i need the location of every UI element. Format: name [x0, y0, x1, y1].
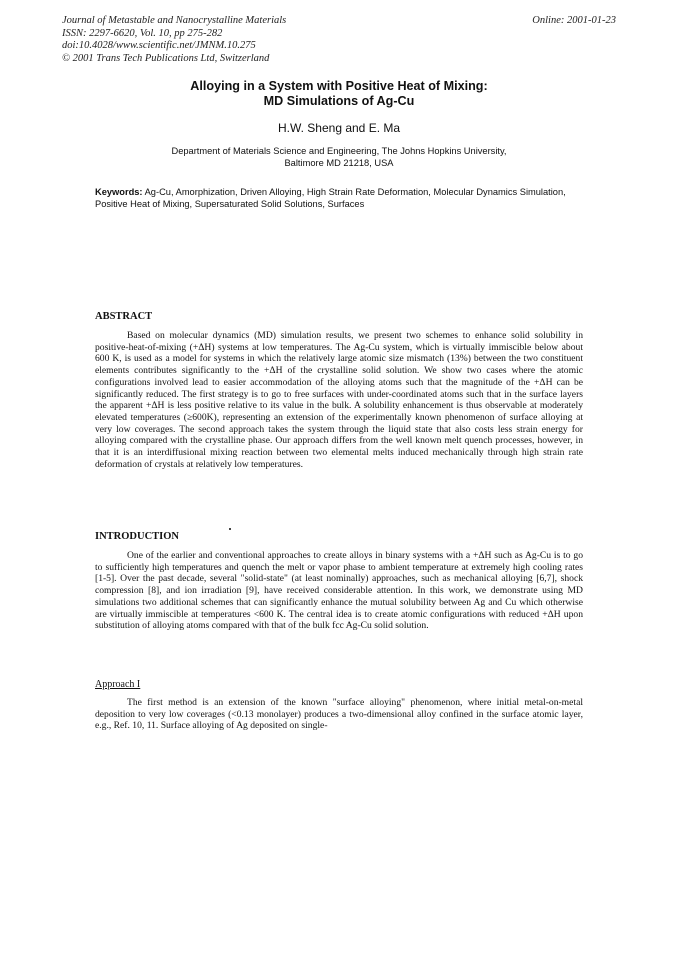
approach-1-heading: Approach I	[95, 679, 141, 690]
affiliation-line-2: Baltimore MD 21218, USA	[284, 157, 394, 168]
approach-1-paragraph: The first method is an extension of the known "surface alloying" phenomenon, where initial metal-on-metal deposition to very low coverages (<0.13 monolayer) produces a two-dimensional alloy confined in the surface atomic layer, e.g., Ref. 10, 11. Surface alloying of Ag deposited on single-	[95, 697, 583, 732]
journal-header	[62, 15, 462, 65]
title-line-2: MD Simulations of Ag-Cu	[263, 94, 415, 108]
journal-doi[interactable]: doi:10.4028/www.scientific.net/JMNM.10.275	[62, 40, 256, 51]
keywords-text: Ag-Cu, Amorphization, Driven Alloying, High Strain Rate Deformation, Molecular Dynamics Simulation, Positive Heat of Mixing, Supersaturated Solid Solutions, Surfaces	[95, 187, 566, 209]
title-line-1: Alloying in a System with Positive Heat of Mixing:	[190, 79, 488, 93]
affiliation-line-1: Department of Materials Science and Engineering, The Johns Hopkins University,	[171, 146, 507, 156]
copyright-notice: © 2001 Trans Tech Publications Ltd, Switzerland	[62, 52, 270, 64]
author-affiliation	[95, 146, 583, 169]
introduction-paragraph: One of the earlier and conventional approaches to create alloys in binary systems with a +ΔH such as Ag-Cu is to go to sufficiently high temperatures and quench the melt or vapor phase to ambient temperature at extremely high cooling rates [1-5]. Over the past decade, several "solid-state" (at least nominally) approaches, such as mechanical alloying [6,7], shock compression [8], and ion irradiation [9], have received considerable attention. In this work, we demonstrate using MD simulations two additional schemes that can significantly enhance the mutual solubility between Ag and Cu which otherwise are virtually immiscible at temperatures <600 K. The central idea is to create atomic configurations with reduced +ΔH upon substitution of alloying atoms compared with that of the bulk fcc Ag-Cu solid solution.	[95, 550, 583, 632]
online-date: Online: 2001-01-23	[532, 15, 616, 26]
abstract-paragraph: Based on molecular dynamics (MD) simulation results, we present two schemes to enhance solid solubility in positive-heat-of-mixing (+ΔH) systems at low temperatures. The Ag-Cu system, which is virtually immiscible below about 600 K, is used as a model for systems in which the relatively large atomic size mismatch (13%) between the two constituent elements contributes significantly to the +ΔH of the crystalline solid solution. We show two cases where the atomic configurations involved lead to easier accommodation of the alloying atoms such that the magnitude of the +ΔH can be significantly reduced. The first strategy is to go to free surfaces with under-coordinated atoms such that in the surface layers the apparent +ΔH is less positive relative to its value in the bulk. A solubility enhancement is thus observable at moderately elevated temperatures (≥600K), representing an extension of the experimentally known phenomenon of surface alloying at very low coverages. The second approach takes the system through the liquid state that also costs less strain energy for alloying compared with the crystalline phase. Our approach differs from the well known melt quench processes, however, in that it is an interdiffusional mixing reaction between two elemental melts induced mechanically through high strain rate deformation of crystals at relatively low temperatures.	[95, 330, 583, 470]
introduction-heading: INTRODUCTION	[95, 531, 180, 542]
keywords-block	[95, 187, 583, 210]
paper-title	[95, 79, 583, 109]
journal-name: Journal of Metastable and Nanocrystalline Materials	[62, 15, 287, 26]
stray-dot	[229, 528, 231, 530]
keywords-label: Keywords:	[95, 187, 143, 197]
abstract-heading: ABSTRACT	[95, 311, 153, 322]
paper-authors: H.W. Sheng and E. Ma	[277, 121, 401, 135]
journal-issn: ISSN: 2297-6620, Vol. 10, pp 275-282	[62, 27, 223, 39]
